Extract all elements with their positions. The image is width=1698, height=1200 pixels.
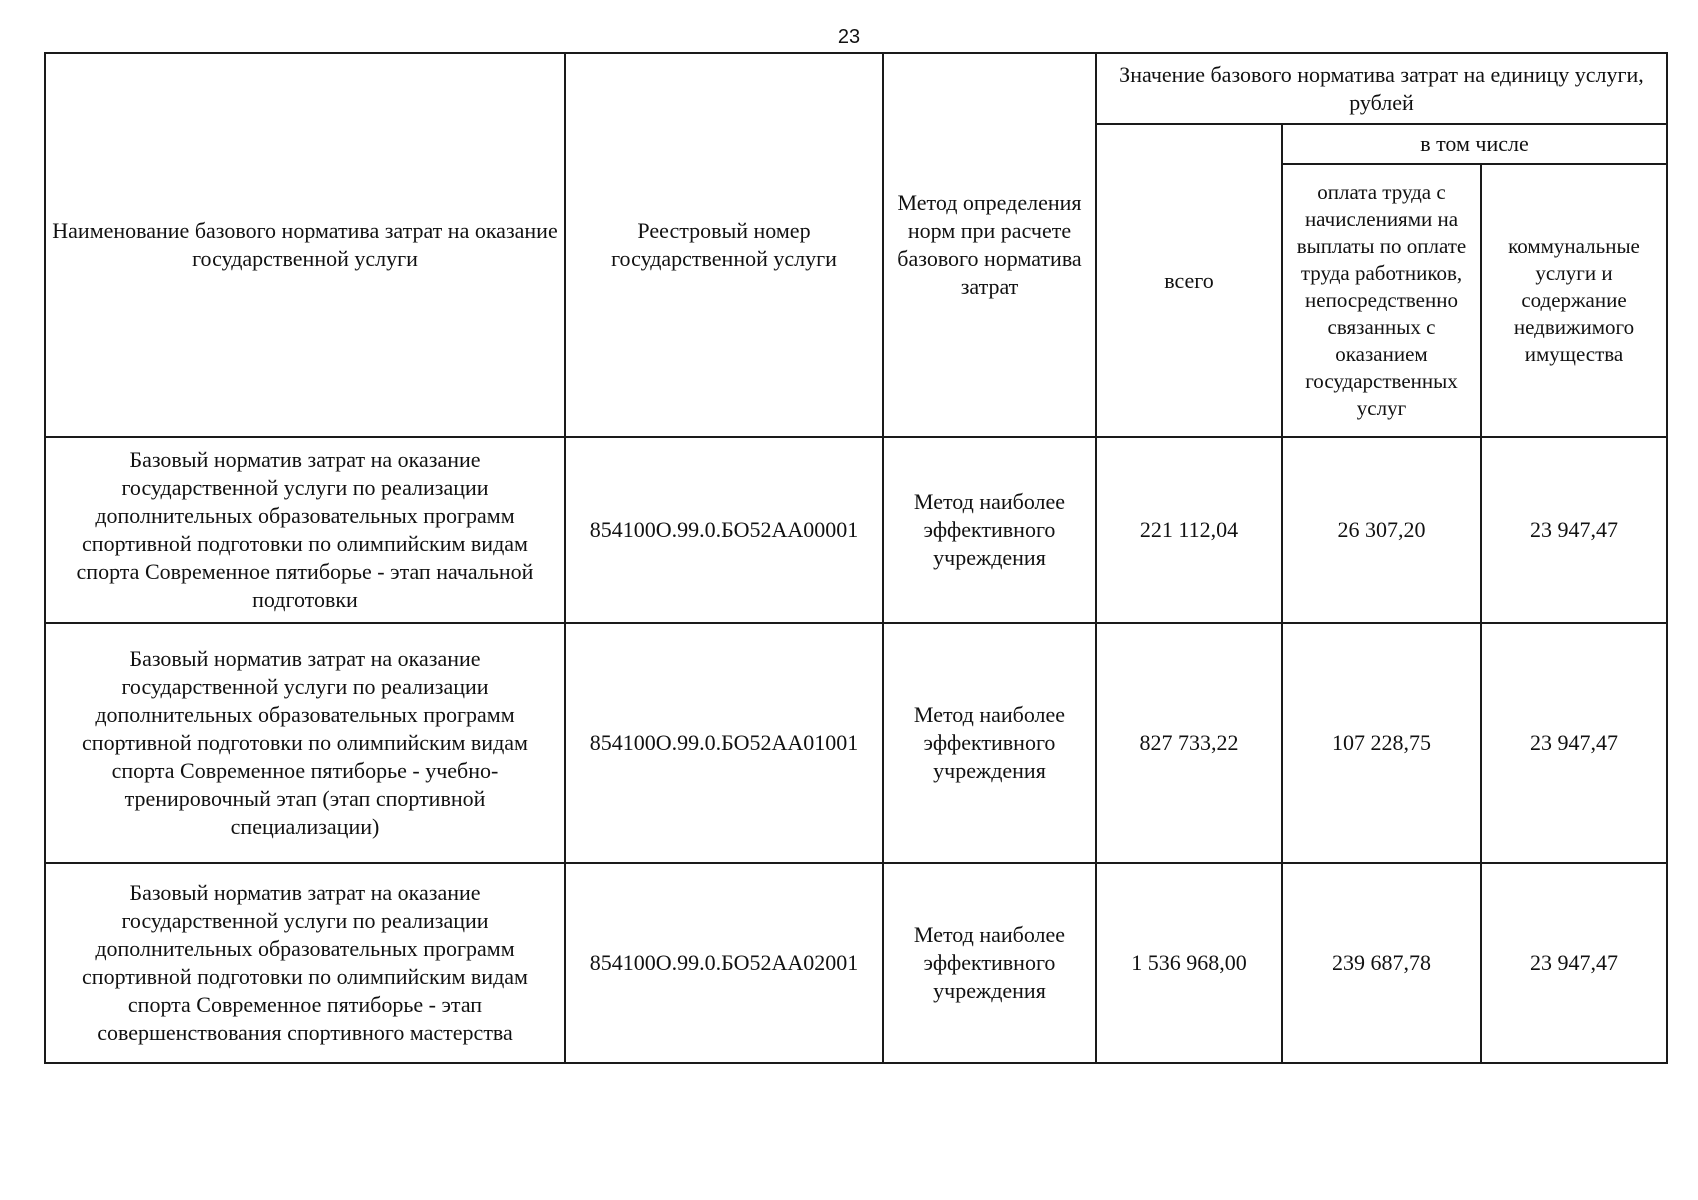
header-total: всего: [1096, 124, 1282, 437]
row-total: 221 112,04: [1096, 437, 1282, 623]
header-name: Наименование базового норматива затрат на оказание государственной услуги: [45, 53, 565, 437]
header-labor: оплата труда с начислениями на выплаты по оплате труда работников, непосредственно связанных с оказанием государственных услуг: [1282, 164, 1481, 437]
row-method: Метод наиболее эффективного учреждения: [883, 863, 1096, 1063]
row-labor: 26 307,20: [1282, 437, 1481, 623]
row-labor: 239 687,78: [1282, 863, 1481, 1063]
header-registry: Реестровый номер государственной услуги: [565, 53, 883, 437]
row-total: 827 733,22: [1096, 623, 1282, 863]
cost-norm-table: [44, 52, 1668, 1064]
header-utilities: коммунальные услуги и содержание недвижимого имущества: [1481, 164, 1667, 437]
page-number: 23: [837, 26, 861, 48]
row-name: Базовый норматив затрат на оказание государственной услуги по реализации дополнительных образовательных программ спортивной подготовки по олимпийским видам спорта Современное пятиборье - этап совершенствования спортивного мастерства: [45, 863, 565, 1063]
header-value-group: Значение базового норматива затрат на единицу услуги, рублей: [1096, 53, 1667, 124]
row-registry: 854100О.99.0.БО52АА00001: [565, 437, 883, 623]
header-row-1: [45, 53, 1667, 124]
table-row: [45, 437, 1667, 623]
table-row: [45, 623, 1667, 863]
table-row: [45, 863, 1667, 1063]
row-name: Базовый норматив затрат на оказание государственной услуги по реализации дополнительных образовательных программ спортивной подготовки по олимпийским видам спорта Современное пятиборье - этап начальной подготовки: [45, 437, 565, 623]
header-including: в том числе: [1282, 124, 1667, 164]
row-total: 1 536 968,00: [1096, 863, 1282, 1063]
row-name: Базовый норматив затрат на оказание государственной услуги по реализации дополнительных образовательных программ спортивной подготовки по олимпийским видам спорта Современное пятиборье - учебно-тренировочный этап (этап спортивной специализации): [45, 623, 565, 863]
row-utilities: 23 947,47: [1481, 863, 1667, 1063]
row-labor: 107 228,75: [1282, 623, 1481, 863]
row-method: Метод наиболее эффективного учреждения: [883, 623, 1096, 863]
row-method: Метод наиболее эффективного учреждения: [883, 437, 1096, 623]
row-registry: 854100О.99.0.БО52АА02001: [565, 863, 883, 1063]
header-method: Метод определения норм при расчете базового норматива затрат: [883, 53, 1096, 437]
row-utilities: 23 947,47: [1481, 623, 1667, 863]
row-utilities: 23 947,47: [1481, 437, 1667, 623]
row-registry: 854100О.99.0.БО52АА01001: [565, 623, 883, 863]
